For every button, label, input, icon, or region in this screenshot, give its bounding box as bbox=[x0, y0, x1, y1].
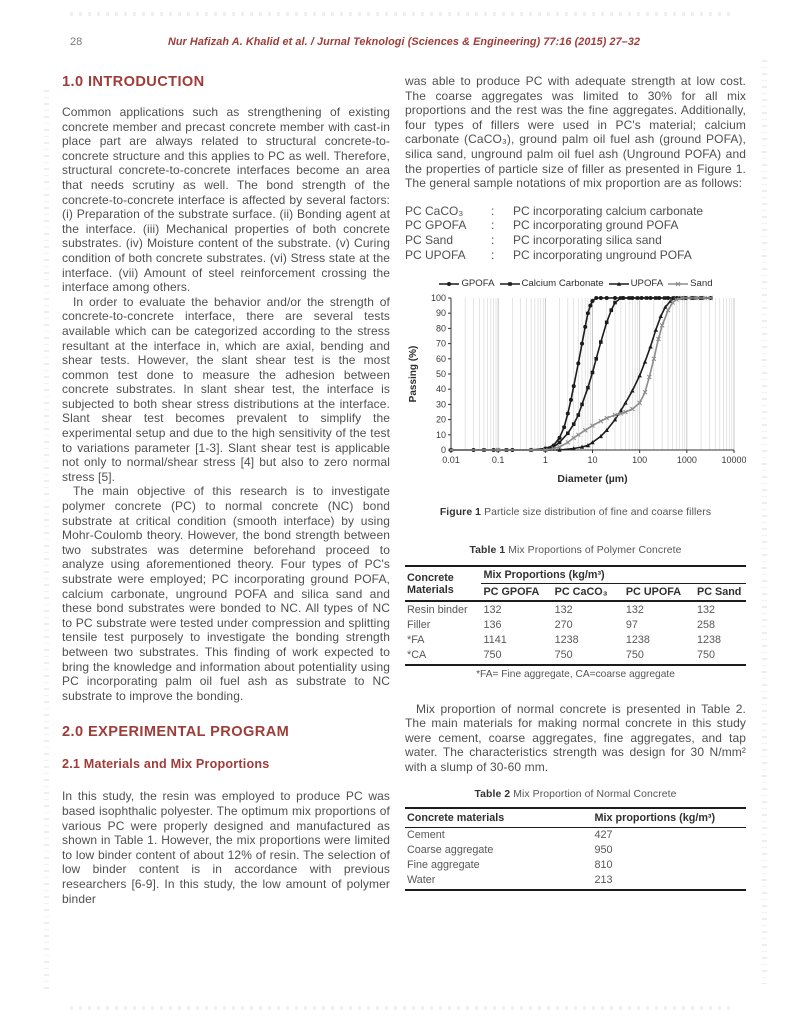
legend-marker-square-icon bbox=[499, 280, 521, 288]
notation-separator: : bbox=[491, 203, 495, 218]
notation-label: PC GPOFA bbox=[405, 218, 467, 233]
table-cell: 1238 bbox=[697, 633, 722, 646]
notation-label: PC CaCO₃ bbox=[405, 203, 464, 218]
table-row bbox=[405, 843, 746, 858]
table-1-caption-text: Mix Proportions of Polymer Concrete bbox=[508, 545, 682, 557]
scan-artifact-left bbox=[44, 90, 49, 994]
particle-size-chart-svg bbox=[405, 290, 746, 488]
table-cell: 810 bbox=[594, 859, 613, 872]
legend-item bbox=[499, 278, 604, 289]
table-cell: 136 bbox=[483, 618, 502, 631]
table-cell: *FA bbox=[407, 633, 425, 646]
running-head: Nur Hafizah A. Khalid et al. / Jurnal Teknologi (Sciences & Engineering) 77:16 (2015) 27–32 bbox=[167, 36, 641, 48]
chart-legend bbox=[405, 278, 746, 289]
table-1-caption bbox=[405, 545, 746, 556]
legend-label: Sand bbox=[690, 278, 713, 290]
legend-marker-circle-icon bbox=[438, 280, 460, 288]
table-1-col-header: PC CaCO₃ bbox=[553, 584, 624, 602]
table-row bbox=[405, 873, 746, 891]
notation-row bbox=[405, 248, 746, 263]
paragraph: Mix proportion of normal concrete is presented in Table 2. The main materials for making normal concrete in this study were cement, coarse aggregates, fine aggregates, and tap water. The characteristics strength was design for 30 N/mm² with a slump of 30-60 mm. bbox=[405, 701, 746, 774]
table-2-caption-label: Table 2 bbox=[474, 788, 511, 800]
table-1-col-header: PC GPOFA bbox=[481, 584, 552, 602]
table-cell: 132 bbox=[625, 603, 644, 616]
svg-text:90: 90 bbox=[435, 308, 446, 319]
paragraph: Common applications such as strengthening of existing concrete member and precast concrete member with cast-in place part are always related to structural concrete-to-concrete structure and this applies to PC as well. Therefore, structural concrete-to-concrete interfaces become an area that needs scrutiny as well. The bond strength of the concrete-to-concrete interface is affected by several factors: (i) Preparation of the substrate surface. (ii) Bonding agent at the interface. (iii) Mechanical properties of both concrete substrates. (iv) Moisture content of the substrate. (v) Curing condition of both concrete substrates. (vi) Stress state at the interface. (vii) Amount of steel reinforcement crossing the interface among others. bbox=[62, 105, 390, 295]
table-1 bbox=[405, 565, 746, 666]
svg-text:Diameter (µm): Diameter (µm) bbox=[557, 473, 628, 486]
table-cell: 750 bbox=[624, 647, 695, 665]
figure-1-caption bbox=[405, 507, 746, 518]
table-cell: 270 bbox=[554, 618, 573, 631]
paragraph: The main objective of this research is to investigate polymer concrete (PC) to normal concrete (NC) bond substrate at critical condition (smooth interface) by using Mohr-Coulomb theory. However, the bond strength between two substrates was determine beforehand proceed to analyze using aforementioned theory. Four types of PC's substrate were employed; PC incorporating ground POFA, calcium carbonate, unground POFA and silica sand and these bond substrates were bonded to NC. All types of NC to PC substrate were tested under compression and splitting tensile test purposely to investigate the bonding strength between two substrates. This finding of work expected to bring the knowledge and information about potentiality using PC incorporating palm oil fuel ash as substrate to NC substrate to improve the bonding. bbox=[62, 484, 390, 703]
scan-artifact-right bbox=[762, 60, 767, 984]
table-cell: 132 bbox=[483, 603, 502, 616]
svg-text:30: 30 bbox=[435, 399, 446, 410]
paragraph: In this study, the resin was employed to produce PC was based isophthalic polyester. The optimum mix proportions of various PC were properly designed and manufactured as shown in Table 1. However, the mix proportions were limited to low binder content of about 12% of resin. The selection of low binder content is in accordance with previous researchers [6-9]. In this study, the low amount of polymer binder bbox=[62, 789, 390, 906]
table-cell: Filler bbox=[407, 618, 431, 631]
page-header bbox=[62, 36, 746, 52]
table-cell: 1238 bbox=[625, 633, 650, 646]
svg-text:10: 10 bbox=[587, 455, 598, 466]
notation-desc: PC incorporating silica sand bbox=[513, 232, 662, 247]
svg-text:10000: 10000 bbox=[721, 455, 746, 466]
table-row bbox=[405, 601, 746, 617]
svg-text:0: 0 bbox=[440, 445, 446, 456]
two-column-layout bbox=[62, 74, 746, 906]
table-cell: 427 bbox=[594, 829, 613, 842]
svg-text:10: 10 bbox=[435, 429, 446, 440]
svg-text:20: 20 bbox=[435, 414, 446, 425]
table-cell: 132 bbox=[554, 603, 573, 616]
legend-item bbox=[667, 278, 712, 289]
svg-text:80: 80 bbox=[435, 323, 446, 334]
table-2 bbox=[405, 807, 746, 892]
table-1-col-header: PC UPOFA bbox=[624, 584, 695, 602]
table-cell: 750 bbox=[481, 647, 552, 665]
notation-desc: PC incorporating ground POFA bbox=[513, 218, 679, 233]
svg-text:0.1: 0.1 bbox=[491, 455, 505, 466]
paragraph: In order to evaluate the behavior and/or the strength of concrete-to-concrete interface, there are several tests available which can be categorized according to the stress resultant at the interface in, which are axial, bending and shear tests. However, the slant shear test is the most common test done to measure the adhesion between concrete substrates. In slant shear test, the interface is subjected to both shear stress distributions at the interface. Slant shear test becomes prevalent to simplify the experimental setup and due to the high sensitivity of the test to variations parameter [1-3]. Slant shear test is applicable not only to normal/shear stress [4] but also to zero normal stress [5]. bbox=[62, 294, 390, 484]
notation-separator: : bbox=[491, 218, 495, 233]
legend-label: Calcium Carbonate bbox=[521, 278, 604, 290]
table-cell: 258 bbox=[697, 618, 716, 631]
table-cell: 750 bbox=[553, 647, 624, 665]
mix-notation-list bbox=[405, 204, 746, 262]
particle-size-chart bbox=[405, 290, 746, 493]
right-column bbox=[405, 74, 746, 906]
table-cell: Coarse aggregate bbox=[407, 844, 494, 857]
table-cell: 132 bbox=[697, 603, 716, 616]
legend-label: UPOFA bbox=[630, 278, 664, 290]
legend-item bbox=[438, 278, 494, 289]
table-cell: 950 bbox=[594, 844, 613, 857]
table-cell: Resin binder bbox=[407, 603, 468, 616]
table-1-row-header: Concrete Materials bbox=[405, 566, 481, 601]
svg-text:100: 100 bbox=[430, 293, 446, 304]
legend-marker-x-icon bbox=[667, 280, 689, 288]
table-1-group-header: Mix Proportions (kg/m³) bbox=[481, 566, 746, 584]
page-number: 28 bbox=[70, 36, 83, 48]
table-cell: 1238 bbox=[554, 633, 579, 646]
section-1-heading: 1.0 INTRODUCTION bbox=[62, 74, 205, 90]
notation-label: PC UPOFA bbox=[405, 247, 466, 262]
table-1-col-header: PC Sand bbox=[695, 584, 746, 602]
table-cell: Water bbox=[405, 873, 593, 891]
table-row bbox=[405, 632, 746, 647]
table-cell: *CA bbox=[405, 647, 481, 665]
table-2-caption-text: Mix Proportion of Normal Concrete bbox=[513, 788, 677, 800]
notation-row bbox=[405, 204, 746, 219]
section-2-heading: 2.0 EXPERIMENTAL PROGRAM bbox=[62, 724, 290, 741]
notation-separator: : bbox=[491, 232, 495, 247]
scan-artifact-top bbox=[70, 12, 731, 16]
svg-text:70: 70 bbox=[435, 338, 446, 349]
svg-text:Passing (%): Passing (%) bbox=[408, 345, 419, 403]
svg-text:1: 1 bbox=[542, 455, 548, 466]
table-cell: 750 bbox=[695, 647, 746, 665]
svg-text:0.01: 0.01 bbox=[442, 455, 460, 466]
table-row bbox=[405, 858, 746, 873]
table-1-footnote: *FA= Fine aggregate, CA=coarse aggregate bbox=[476, 668, 675, 680]
notation-label: PC Sand bbox=[405, 232, 454, 247]
notation-row bbox=[405, 233, 746, 248]
table-cell: 1141 bbox=[483, 633, 507, 646]
notation-desc: PC incorporating unground POFA bbox=[513, 247, 692, 262]
table-cell: Fine aggregate bbox=[407, 859, 480, 872]
svg-text:40: 40 bbox=[435, 384, 446, 395]
figure-1 bbox=[405, 278, 746, 518]
svg-text:1000: 1000 bbox=[676, 455, 697, 466]
notation-row bbox=[405, 218, 746, 233]
section-2-1-heading: 2.1 Materials and Mix Proportions bbox=[62, 757, 270, 772]
table-row bbox=[405, 647, 746, 665]
table-2-col-header: Concrete materials bbox=[405, 808, 593, 828]
notation-separator: : bbox=[491, 247, 495, 262]
table-cell: 97 bbox=[625, 618, 638, 631]
svg-text:100: 100 bbox=[632, 455, 648, 466]
paragraph: was able to produce PC with adequate strength at low cost. The coarse aggregates was limited to 30% for all mix proportions and the rest was the fine aggregates. Additionally, four types of fillers were used in PC's material; calcium carbonate (CaCO₃), ground palm oil fuel ash (ground POFA), silica sand, unground palm oil fuel ash (Unground POFA) and the properties of particle size of filler as presented in Figure 1. The general sample notations of mix proportion are as follows: bbox=[405, 74, 746, 191]
table-1-caption-label: Table 1 bbox=[469, 545, 506, 557]
table-cell: Cement bbox=[407, 829, 445, 842]
legend-label: GPOFA bbox=[461, 278, 495, 290]
table-2-caption bbox=[405, 789, 746, 800]
left-column bbox=[62, 74, 390, 906]
figure-1-caption-label: Figure 1 bbox=[439, 507, 482, 519]
table-row bbox=[405, 617, 746, 632]
svg-text:60: 60 bbox=[435, 353, 446, 364]
table-row bbox=[405, 827, 746, 843]
legend-item bbox=[608, 278, 664, 289]
scan-artifact-bottom bbox=[70, 1006, 731, 1010]
svg-text:50: 50 bbox=[435, 369, 446, 380]
table-cell: 213 bbox=[593, 873, 746, 891]
notation-desc: PC incorporating calcium carbonate bbox=[513, 203, 704, 218]
table-2-col-header: Mix proportions (kg/m³) bbox=[593, 808, 746, 828]
figure-1-caption-text: Particle size distribution of fine and coarse fillers bbox=[484, 507, 712, 519]
legend-marker-triangle-icon bbox=[608, 280, 630, 288]
